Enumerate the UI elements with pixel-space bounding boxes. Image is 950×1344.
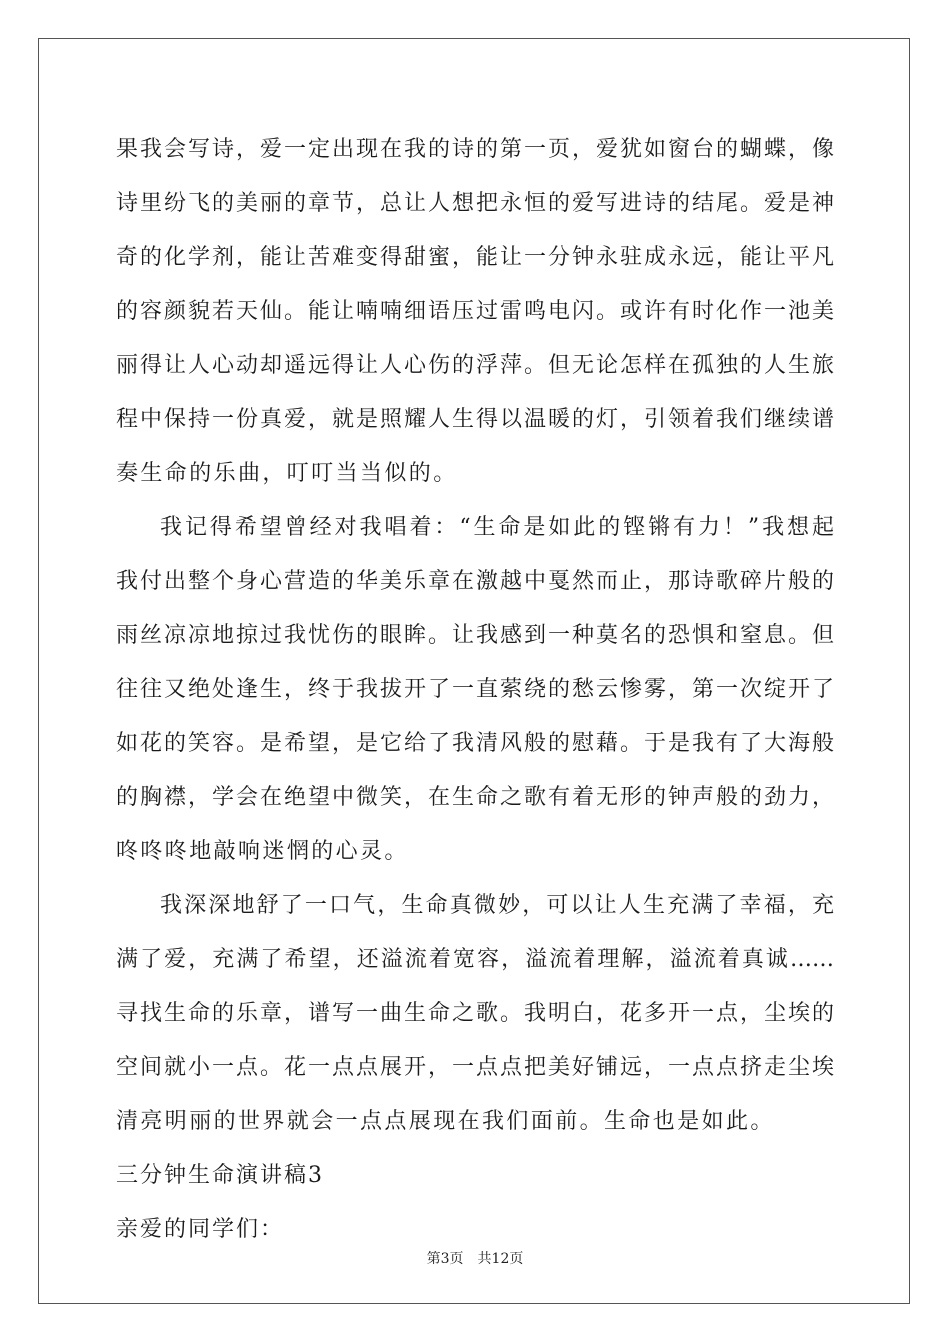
paragraph-2	[116, 506, 834, 884]
paragraph-line: 寻找生命的乐章，谱写一曲生命之歌。我明白，花多开一点，尘埃的	[116, 1001, 834, 1026]
paragraph-line: 果我会写诗，爱一定出现在我的诗的第一页，爱犹如窗台的蝴蝶，像	[116, 137, 834, 162]
paragraph-line: 的胸襟，学会在绝望中微笑，在生命之歌有着无形的钟声般的劲力，	[116, 785, 834, 810]
paragraph-line: 往往又绝处逢生，终于我拔开了一直萦绕的愁云惨雾，第一次绽开了	[116, 677, 834, 702]
paragraph-line: 我深深地舒了一口气，生命真微妙，可以让人生充满了幸福，充	[160, 893, 834, 918]
paragraph-line: 雨丝凉凉地掠过我忧伤的眼眸。让我感到一种莫名的恐惧和窒息。但	[116, 623, 834, 648]
document-body	[116, 128, 834, 1262]
paragraph-line: 我记得希望曾经对我唱着：“生命是如此的铿锵有力！”我想起	[160, 515, 834, 540]
paragraph-line: 我付出整个身心营造的华美乐章在激越中戛然而止，那诗歌碎片般的	[116, 569, 834, 594]
paragraph-line: 如花的笑容。是希望，是它给了我清风般的慰藉。于是我有了大海般	[116, 731, 834, 756]
paragraph-line: 清亮明丽的世界就会一点点展现在我们面前。生命也是如此。	[116, 1109, 775, 1134]
paragraph-line: 诗里纷飞的美丽的章节，总让人想把永恒的爱写进诗的结尾。爱是神	[116, 191, 834, 216]
paragraph-line: 程中保持一份真爱，就是照耀人生得以温暖的灯，引领着我们继续谱	[116, 407, 834, 432]
paragraph-line: 满了爱，充满了希望，还溢流着宽容，溢流着理解，溢流着真诚……	[116, 947, 834, 972]
paragraph-line: 丽得让人心动却遥远得让人心伤的浮萍。但无论怎样在孤独的人生旅	[116, 353, 834, 378]
paragraph-line: 空间就小一点。花一点点展开，一点点把美好铺远，一点点挤走尘埃	[116, 1055, 834, 1080]
paragraph-1	[116, 128, 834, 506]
paragraph-line: 咚咚咚地敲响迷惘的心灵。	[116, 839, 409, 864]
page-footer: 第3页 共12页	[426, 1251, 524, 1267]
greeting: 亲爱的同学们：	[116, 1217, 285, 1242]
paragraph-line: 的容颜貌若天仙。能让喃喃细语压过雷鸣电闪。或许有时化作一池美	[116, 299, 834, 324]
section-heading: 三分钟生命演讲稿3	[116, 1163, 324, 1188]
paragraph-line: 奇的化学剂，能让苦难变得甜蜜，能让一分钟永驻成永远，能让平凡	[116, 245, 834, 270]
paragraph-line: 奏生命的乐曲，叮叮当当似的。	[116, 461, 458, 486]
paragraph-3	[116, 884, 834, 1154]
